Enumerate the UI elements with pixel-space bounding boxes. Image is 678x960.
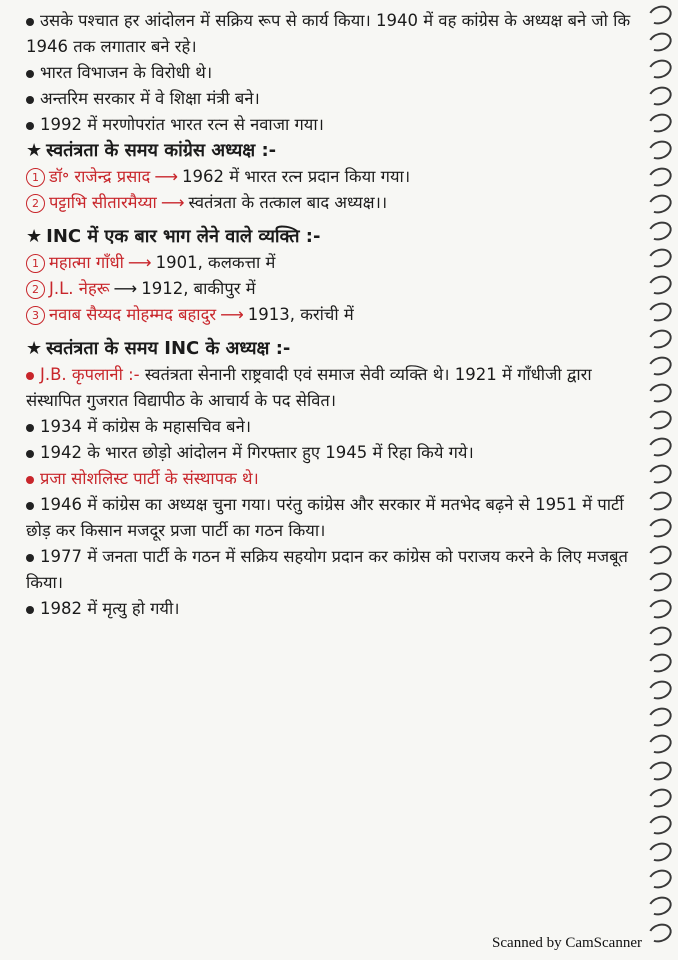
spiral-ring [646,434,675,459]
spiral-ring [646,380,675,405]
spiral-ring [646,164,675,189]
spiral-ring [646,83,675,108]
notes-content [26,8,636,622]
item-name: नवाब सैय्यद मोहम्मद बहादुर [49,305,217,324]
spiral-ring [646,920,675,945]
section-heading-1: ★ स्वतंत्रता के समय कांग्रेस अध्यक्ष :- [26,140,277,161]
spiral-ring [646,542,675,567]
spiral-ring [646,110,675,135]
bullet-icon [26,122,34,130]
circled-number: 2 [26,280,45,299]
section2-item-2 [26,276,636,302]
star-icon: ★ [26,140,43,161]
section3-point-5: 1977 में जनता पार्टी के गठन में सक्रिय सहयोग प्रदान कर कांग्रेस को पराजय करने के लिए मजबूत किया। [26,547,628,592]
spiral-ring [646,488,675,513]
item-name: J.L. नेहरू [49,279,110,298]
note-line-1: उसके पश्चात हर आंदोलन में सक्रिय रूप से कार्य किया। 1940 में वह कांग्रेस के अध्यक्ष बने जो कि 1946 तक लगातार बने रहे। [26,11,631,56]
spiral-ring [646,353,675,378]
note-line-4: 1992 में मरणोपरांत भारत रत्न से नवाजा गया। [26,112,636,138]
spiral-ring [646,218,675,243]
item-detail: 1962 में भारत रत्न प्रदान किया गया। [181,167,411,186]
arrow-icon: ⟶ [220,305,244,324]
circled-number: 3 [26,306,45,325]
item-detail: 1901, कलकत्ता में [155,253,276,272]
spiral-ring [646,758,675,783]
spiral-ring [646,515,675,540]
spiral-ring [646,893,675,918]
spiral-ring [646,137,675,162]
spiral-ring [646,461,675,486]
item-name: पट्टाभि सीतारमैय्या [49,193,157,212]
spiral-ring [646,866,675,891]
bullet-icon [26,70,34,78]
bullet-icon [26,424,34,432]
arrow-icon: ⟶ [127,253,152,272]
section1-item-1 [26,164,636,190]
section3-point-2: 1942 के भारत छोड़ो आंदोलन में गिरफ्तार हुए 1945 में रिहा किये गये। [26,440,636,466]
section-heading-3: ★ स्वतंत्रता के समय INC के अध्यक्ष :- [26,338,291,359]
spiral-ring [646,2,675,27]
spiral-ring [646,596,675,621]
spiral-ring [646,569,675,594]
section3-point-3: प्रजा सोशलिस्ट पार्टी के संस्थापक थे। [26,466,636,492]
item-detail: 1912, बाकीपुर में [141,279,256,298]
section2-item-1 [26,250,636,276]
item-detail: 1913, करांची में [247,305,354,324]
bullet-icon [26,18,34,26]
spiral-ring [646,839,675,864]
spiral-ring [646,785,675,810]
item-name: डॉ॰ राजेन्द्र प्रसाद [49,167,151,186]
item-detail: स्वतंत्रता के तत्काल बाद अध्यक्ष।। [188,193,388,212]
spiral-ring [646,650,675,675]
section1-item-2 [26,190,636,216]
star-icon: ★ [26,338,43,359]
spiral-ring [646,407,675,432]
spiral-ring [646,731,675,756]
spiral-ring [646,191,675,216]
spiral-ring [646,326,675,351]
spiral-ring [646,812,675,837]
section-heading-2: ★ INC में एक बार भाग लेने वाले व्यक्ति :- [26,226,321,247]
section3-point-6: 1982 में मृत्यु हो गयी। [26,596,636,622]
item-name: महात्मा गाँधी [49,253,124,272]
section3-intro [26,362,636,414]
spiral-ring [646,299,675,324]
bullet-icon [26,502,34,510]
person-name: J.B. कृपलानी :- [40,365,140,384]
spiral-ring [646,29,675,54]
spiral-ring [646,245,675,270]
star-icon: ★ [26,226,43,247]
section2-item-3 [26,302,636,328]
spiral-ring [646,623,675,648]
bullet-icon [26,372,34,380]
section3-point-1: 1934 में कांग्रेस के महासचिव बने। [26,414,636,440]
section3-point-4: 1946 में कांग्रेस का अध्यक्ष चुना गया। परंतु कांग्रेस और सरकार में मतभेद बढ़ने से 1951 में पार्टी छोड़ कर किसान मजदूर प्रजा पार्टी का गठन किया। [26,495,624,540]
spiral-ring [646,704,675,729]
spiral-ring [646,56,675,81]
note-line-3: अन्तरिम सरकार में वे शिक्षा मंत्री बने। [26,86,636,112]
arrow-icon: ⟶ [154,167,178,186]
circled-number: 2 [26,194,45,213]
bullet-icon [26,554,34,562]
bullet-icon [26,476,34,484]
spiral-binding [648,0,676,960]
bullet-icon [26,96,34,104]
bullet-icon [26,606,34,614]
bullet-icon [26,450,34,458]
circled-number: 1 [26,254,45,273]
scanner-watermark: Scanned by CamScanner [492,935,642,951]
intro-text: स्वतंत्रता सेनानी राष्ट्रवादी एवं समाज सेवी व्यक्ति थे। 1921 में गाँधीजी द्वारा संस्थापित गुजरात विद्यापीठ के आचार्य के पद सेवित। [26,365,592,410]
spiral-ring [646,677,675,702]
circled-number: 1 [26,168,45,187]
spiral-ring [646,272,675,297]
arrow-icon: ⟶ [113,279,138,298]
arrow-icon: ⟶ [160,193,185,212]
note-line-2: भारत विभाजन के विरोधी थे। [26,60,636,86]
